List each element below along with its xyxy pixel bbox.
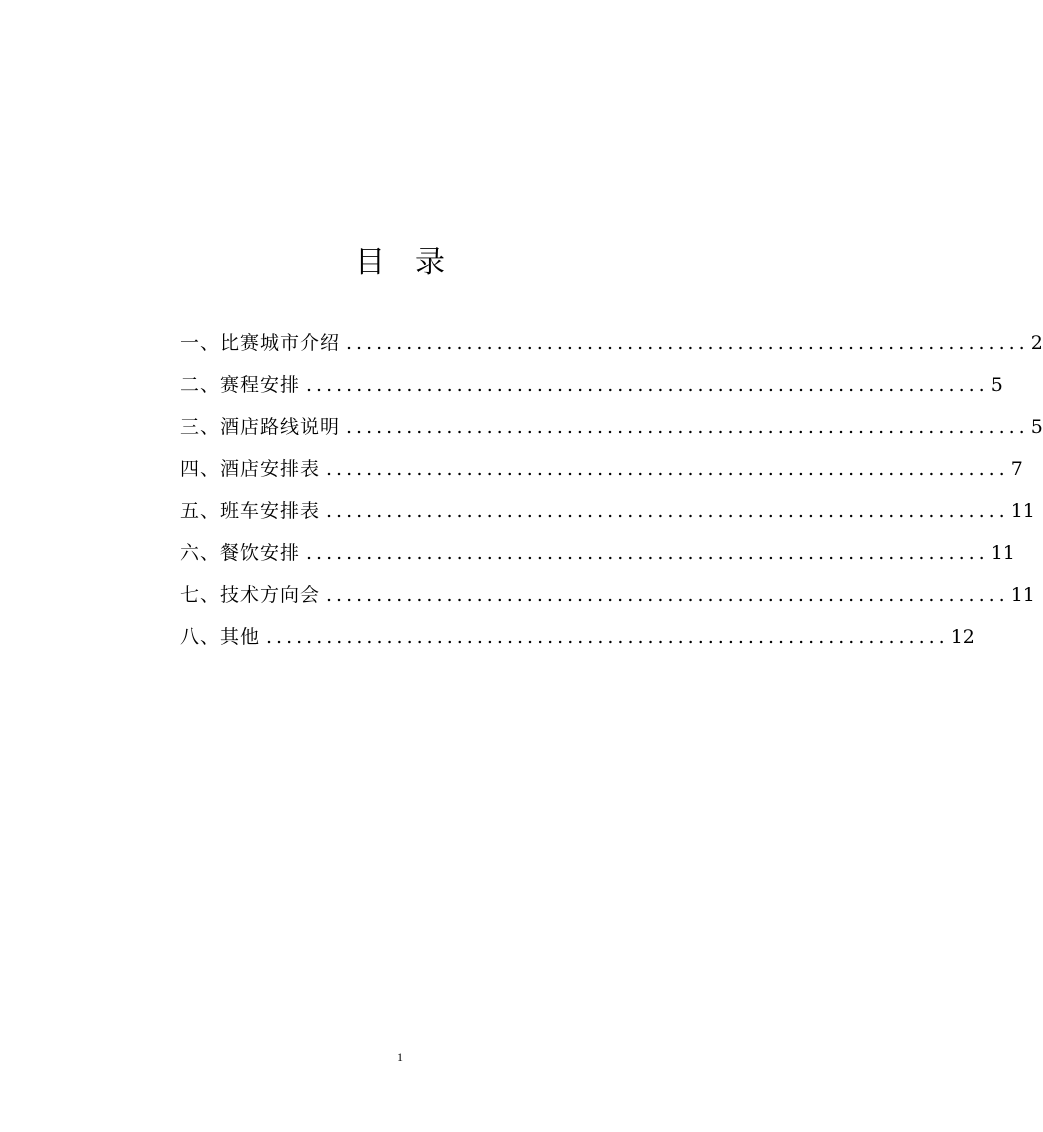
toc-entry-page: 11 (990, 542, 1015, 564)
toc-leader-dots: .................................................................... (266, 626, 949, 648)
toc-leader-dots: .................................................................... (306, 542, 989, 564)
toc-entry-6[interactable] (180, 532, 1015, 574)
toc-entry-label: 一、比赛城市介绍 (180, 332, 341, 354)
toc-leader-dots: .................................................................... (326, 458, 1009, 480)
toc-entry-page: 12 (950, 626, 975, 648)
toc-entry-label: 四、酒店安排表 (180, 458, 321, 480)
toc-entry-2[interactable] (180, 364, 1003, 406)
page-number: 1 (397, 1050, 403, 1064)
toc-leader-dots: .................................................................... (346, 332, 1029, 354)
toc-entry-label: 二、赛程安排 (180, 374, 301, 396)
toc-entry-page: 2 (1030, 332, 1043, 354)
table-of-contents (180, 322, 1043, 658)
toc-entry-1[interactable] (180, 322, 1043, 364)
toc-entry-5[interactable] (180, 490, 1035, 532)
toc-entry-page: 5 (990, 374, 1003, 396)
toc-leader-dots: .................................................................... (346, 416, 1029, 438)
toc-entry-7[interactable] (180, 574, 1035, 616)
toc-leader-dots: .................................................................... (306, 374, 989, 396)
toc-entry-label: 六、餐饮安排 (180, 542, 301, 564)
toc-entry-page: 11 (1010, 584, 1035, 606)
toc-entry-page: 5 (1030, 416, 1043, 438)
toc-entry-label: 七、技术方向会 (180, 584, 321, 606)
toc-entry-4[interactable] (180, 448, 1023, 490)
toc-leader-dots: .................................................................... (326, 500, 1009, 522)
toc-entry-page: 11 (1010, 500, 1035, 522)
page-title: 目录 (355, 245, 475, 280)
toc-entry-label: 八、其他 (180, 626, 261, 648)
toc-entry-label: 五、班车安排表 (180, 500, 321, 522)
toc-entry-3[interactable] (180, 406, 1043, 448)
toc-entry-label: 三、酒店路线说明 (180, 416, 341, 438)
toc-leader-dots: .................................................................... (326, 584, 1009, 606)
toc-entry-8[interactable] (180, 616, 975, 658)
toc-entry-page: 7 (1010, 458, 1023, 480)
